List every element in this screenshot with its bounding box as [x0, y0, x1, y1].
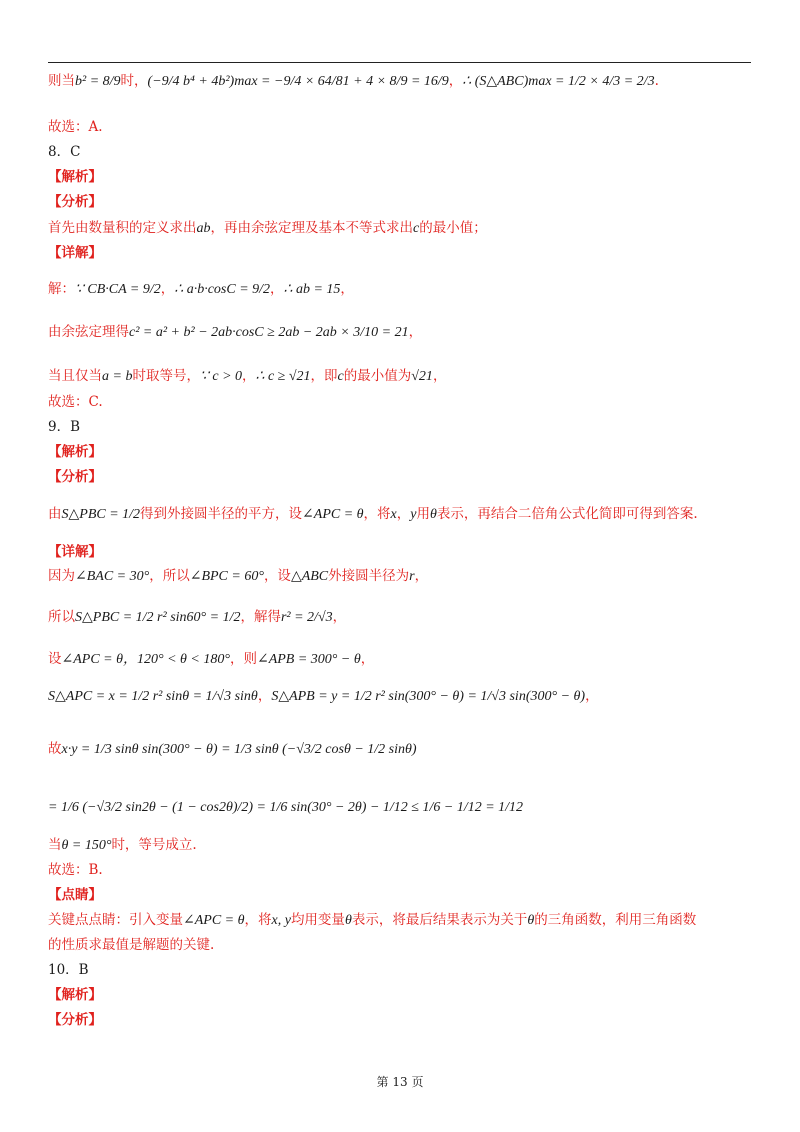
section-heading: 【解析】	[48, 444, 102, 460]
text-line-l29	[48, 986, 102, 1004]
math-expression: (−9/4 b⁴ + 4b²)max = −9/4 × 64/81 + 4 × 8/9 = 16/9	[147, 74, 449, 89]
text-line-l28	[48, 961, 89, 979]
section-heading: 【分析】	[48, 469, 102, 485]
math-expression: ∴ a·b·cosC = 9/2	[174, 282, 271, 297]
text-line-l26	[48, 911, 696, 930]
text-line-l08	[48, 280, 354, 299]
text-segment: ，	[585, 688, 599, 704]
text-line-l11	[48, 393, 103, 411]
text-line-l16	[48, 543, 102, 561]
text-line-l19	[48, 650, 374, 669]
text-segment: 时，等号成立.	[111, 837, 197, 853]
text-segment: 解：	[48, 281, 75, 297]
text-line-l30	[48, 1011, 102, 1029]
text-segment: ，	[396, 506, 411, 522]
math-expression: θ = 150°	[61, 838, 112, 853]
math-expression: ∠APC = θ	[302, 507, 364, 522]
text-segment: .	[654, 73, 659, 89]
text-line-l15	[48, 505, 698, 524]
text-segment: 当且仅当	[48, 368, 102, 384]
text-segment: ，则	[229, 651, 257, 667]
text-segment: 均用变量	[290, 912, 345, 928]
text-segment: ，	[242, 368, 256, 384]
text-segment: 的性质求最值是解题的关键.	[48, 937, 215, 953]
text-segment: ，即	[310, 368, 338, 384]
text-segment: ，	[340, 281, 354, 297]
text-segment: 故选：B.	[48, 862, 103, 878]
text-segment: 时，	[120, 73, 148, 89]
text-segment: ，	[257, 688, 272, 704]
section-heading: 【解析】	[48, 987, 102, 1003]
top-rule	[48, 62, 751, 63]
section-heading: 【解析】	[48, 169, 102, 185]
text-line-l02	[48, 118, 103, 136]
text-segment: 故选：A.	[48, 119, 103, 135]
text-line-l27	[48, 936, 214, 954]
math-expression: ∵ CB·CA = 9/2	[75, 282, 161, 297]
text-segment: 首先由数量积的定义求出	[48, 220, 197, 236]
text-line-l04	[48, 168, 102, 186]
text-segment: 由	[48, 506, 62, 522]
math-expression: c	[413, 221, 420, 236]
text-line-l25	[48, 886, 102, 904]
text-segment: 关键点点睛：引入变量	[48, 912, 183, 928]
text-line-l20	[48, 687, 599, 706]
text-segment: ，	[414, 568, 429, 584]
text-segment: ，将	[244, 912, 272, 928]
text-segment: ，	[332, 609, 347, 625]
math-expression: x·y = 1/3 sinθ sin(300° − θ) = 1/3 sinθ (−√3/2 cosθ − 1/2 sinθ)	[61, 742, 417, 757]
text-line-l22	[48, 798, 523, 817]
section-heading: 【详解】	[48, 544, 102, 560]
section-heading: 【分析】	[48, 1012, 102, 1028]
math-expression: c² = a² + b² − 2ab·cosC ≥ 2ab − 2ab × 3/10 = 21	[129, 325, 409, 340]
math-expression: ∠APC = θ	[183, 913, 245, 928]
text-segment: 的最小值；	[419, 220, 487, 236]
text-segment: 的三角函数，利用三角函数	[534, 912, 697, 928]
math-expression: ∠BAC = 30°	[75, 569, 150, 584]
math-expression: ∠BPC = 60°	[189, 569, 264, 584]
math-expression: a = b	[102, 369, 133, 384]
math-expression: ∵ c > 0	[199, 369, 243, 384]
text-line-l23	[48, 836, 197, 855]
math-expression: r² = 2/√3	[280, 610, 333, 625]
math-expression: y	[410, 507, 417, 522]
text-segment: 故	[48, 741, 62, 757]
text-line-l24	[48, 861, 103, 879]
math-expression: △ABC	[290, 569, 329, 584]
text-segment: 8．C	[48, 144, 81, 160]
text-segment: 故选：C.	[48, 394, 103, 410]
math-expression: ∠APB = 300° − θ	[256, 652, 361, 667]
text-line-l10	[48, 367, 446, 386]
text-segment: 9．B	[48, 419, 81, 435]
math-expression: ab	[196, 221, 211, 236]
text-segment: ，	[160, 281, 175, 297]
text-line-l12	[48, 418, 80, 436]
text-segment: ，再由余弦定理及基本不等式求出	[210, 220, 413, 236]
text-segment: ，解得	[240, 609, 281, 625]
text-line-l07	[48, 244, 102, 262]
text-segment: 当	[48, 837, 62, 853]
math-expression: √21	[411, 369, 433, 384]
text-segment: 得到外接圆半径的平方，设	[140, 506, 303, 522]
math-expression: x	[390, 507, 397, 522]
text-segment: 表示，将最后结果表示为关于	[351, 912, 528, 928]
text-line-l09	[48, 323, 422, 342]
math-expression: ∴ c ≥ √21	[255, 369, 311, 384]
math-expression: ∴ ab = 15	[283, 282, 341, 297]
math-expression: r	[409, 569, 415, 584]
math-expression: ∠APC = θ，120° < θ < 180°	[61, 652, 230, 667]
math-expression: S△APB = y = 1/2 r² sin(300° − θ) = 1/√3 sin(300° − θ)	[271, 689, 586, 704]
math-expression: θ	[527, 913, 535, 928]
text-line-l18	[48, 608, 346, 627]
text-line-l06	[48, 219, 487, 238]
text-segment: 设	[48, 651, 62, 667]
math-expression: S△APC = x = 1/2 r² sinθ = 1/√3 sinθ	[48, 689, 258, 704]
text-line-l03	[48, 143, 80, 161]
text-segment: 用	[416, 506, 430, 522]
text-line-l05	[48, 193, 102, 211]
text-segment: ，设	[263, 568, 291, 584]
math-expression: x, y	[271, 913, 291, 928]
math-expression: θ	[429, 507, 437, 522]
text-line-l14	[48, 468, 102, 486]
section-heading: 【详解】	[48, 245, 102, 261]
text-segment: 的最小值为	[343, 368, 412, 384]
text-segment: 10．B	[48, 962, 89, 978]
text-segment: 表示，再结合二倍角公式化简即可得到答案.	[436, 506, 698, 522]
text-segment: ，将	[363, 506, 391, 522]
text-segment: ，所以	[149, 568, 190, 584]
text-line-l01	[48, 72, 659, 91]
text-segment: 因为	[48, 568, 75, 584]
text-segment: ，	[270, 281, 284, 297]
math-expression: ∴ (S△ABC)max = 1/2 × 4/3 = 2/3	[462, 74, 655, 89]
text-line-l21	[48, 740, 417, 759]
text-segment: 外接圆半径为	[328, 568, 410, 584]
math-expression: S△PBC = 1/2	[61, 507, 141, 522]
section-heading: 【分析】	[48, 194, 102, 210]
text-segment: ，	[448, 73, 463, 89]
text-segment: ，	[432, 368, 447, 384]
page-number: 第 13 页	[376, 1075, 424, 1089]
text-segment: 则当	[48, 73, 75, 89]
text-segment: ，	[408, 324, 423, 340]
math-expression: c	[337, 369, 344, 384]
math-expression: S△PBC = 1/2 r² sin60° = 1/2	[75, 610, 241, 625]
section-heading: 【点睛】	[48, 887, 102, 903]
math-expression: θ	[344, 913, 352, 928]
text-line-l17	[48, 567, 428, 586]
math-expression: = 1/6 (−√3/2 sin2θ − (1 − cos2θ)/2) = 1/6 sin(30° − 2θ) − 1/12 ≤ 1/6 − 1/12 = 1/12	[48, 800, 524, 815]
math-expression: b² = 8/9	[75, 74, 121, 89]
text-segment: 所以	[48, 609, 75, 625]
text-segment: ，	[360, 651, 375, 667]
text-segment: 时取等号，	[132, 368, 200, 384]
text-line-l13	[48, 443, 102, 461]
text-segment: 由余弦定理得	[48, 324, 129, 340]
